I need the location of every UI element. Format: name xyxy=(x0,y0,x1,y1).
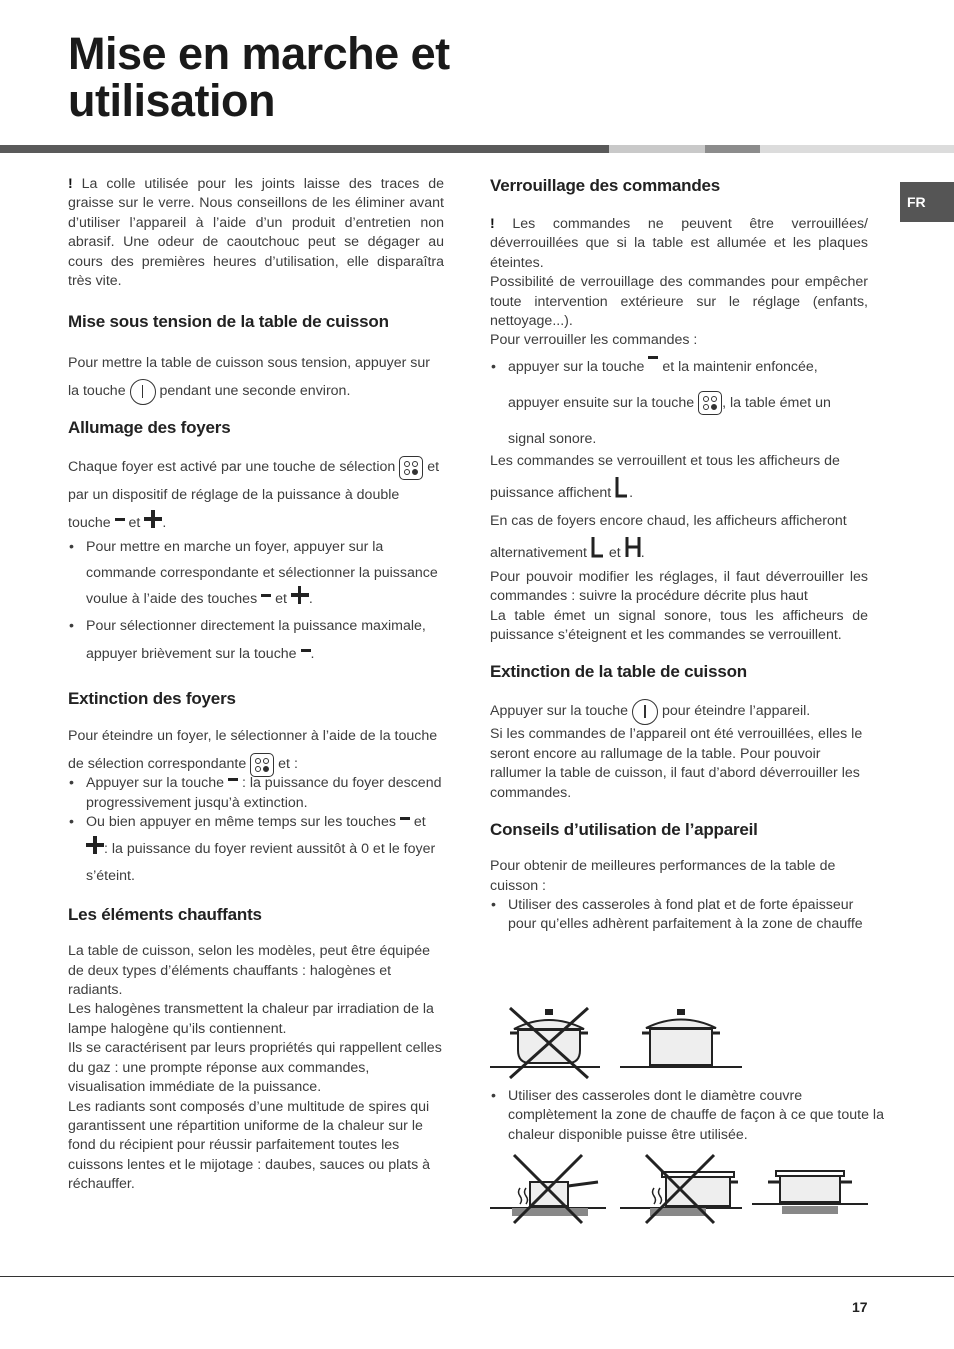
header-band-light xyxy=(609,145,705,153)
heading-elements: Les éléments chauffants xyxy=(68,905,262,925)
lock-p5-text: En cas de foyers encore chaud, les afficheurs afficheront alternativement xyxy=(490,512,847,561)
lock-p6: Pour pouvoir modifier les réglages, il faut déverrouiller les commandes : suivre la procédure décrite plus haut xyxy=(490,568,868,605)
title-line-2: utilisation xyxy=(68,75,275,126)
power-paragraph xyxy=(68,349,444,405)
segment-L-icon xyxy=(615,476,629,498)
ignition-bullet-2 xyxy=(68,612,444,668)
off-p1-b: pour éteindre l’appareil. xyxy=(661,703,811,720)
lock-b1-a: appuyer sur la touche xyxy=(508,358,645,375)
minus-icon xyxy=(400,817,410,820)
extinction-paragraph xyxy=(68,722,444,778)
lock-b1-b: et la maintenir enfoncée, xyxy=(662,358,818,375)
left-column xyxy=(68,175,444,1195)
header-band-mid xyxy=(705,145,760,153)
right-column xyxy=(490,175,868,935)
advice-bullet-1: • Utiliser des casseroles à fond plat et de forte épaisseur pour qu’elles adhèrent parfaitement à la zone de chauffe xyxy=(490,896,868,935)
power-icon xyxy=(632,699,658,725)
extinction-text-b: et : xyxy=(278,756,298,773)
heading-advice: Conseils d’utilisation de l’appareil xyxy=(490,820,758,840)
header-band-dark xyxy=(0,145,609,153)
ignition-b2-text: Pour sélectionner directement la puissance maximale, appuyer brièvement sur la touche xyxy=(86,618,426,663)
pot-off-center-wrong-figure xyxy=(620,1152,745,1227)
minus-icon xyxy=(115,518,125,521)
ignition-bullet-1 xyxy=(68,534,444,612)
extinction-b2-a: Ou bien appuyer en même temps sur les touches xyxy=(86,814,396,831)
minus-icon xyxy=(301,649,311,652)
extinction-text-a: Pour éteindre un foyer, le sélectionner à l’aide de la touche de sélection correspondante xyxy=(68,728,438,773)
advice-p1: Pour obtenir de meilleures performances de la table de cuisson : xyxy=(490,858,836,894)
lock-p5 xyxy=(490,506,868,568)
ignition-text-a: Chaque foyer est activé par une touche de sélection xyxy=(68,459,396,476)
pot-curved-bottom-wrong-figure xyxy=(490,1005,610,1080)
plus-icon xyxy=(144,510,162,528)
lock-p5-dot: . xyxy=(640,544,645,561)
power-icon xyxy=(130,379,156,405)
advice-bullet-2: • Utiliser des casseroles dont le diamètre couvre complètement la zone de chauffe de façon à ce que toute la chaleur disponible puisse être utilisée. xyxy=(490,1087,886,1145)
segment-L-icon xyxy=(591,536,605,558)
minus-icon xyxy=(228,778,238,781)
footer-rule xyxy=(0,1276,954,1277)
heading-power: Mise sous tension de la table de cuisson xyxy=(68,312,389,332)
lock-p1-text: Les commandes ne peuvent être verrouillées/ déverrouillées que si la table est allumée et les plaques éteintes. xyxy=(490,216,868,271)
lock-bullet xyxy=(490,349,868,457)
heading-extinction: Extinction des foyers xyxy=(68,689,236,709)
elements-p2: Les halogènes transmettent la chaleur par irradiation de la lampe halogène qu’ils contiennent. xyxy=(68,1001,434,1037)
page-title xyxy=(68,30,450,124)
lock-p4-text: Les commandes se verrouillent et tous les afficheurs de puissance affichent xyxy=(490,452,840,501)
page-number: 17 xyxy=(852,1299,868,1315)
title-line-1: Mise en marche et xyxy=(68,28,450,79)
hob-selector-icon xyxy=(250,753,274,777)
lock-p3: Pour verrouiller les commandes : xyxy=(490,332,698,349)
ignition-dot: . xyxy=(162,515,167,532)
lock-p2: Possibilité de verrouillage des commandes pour empêcher toute intervention extérieure sur le réglage (enfants, nettoyage...). xyxy=(490,274,868,330)
lock-p1 xyxy=(490,215,868,273)
ignition-et: et xyxy=(128,515,141,532)
extinction-b2-et: et xyxy=(413,814,426,831)
off-p1 xyxy=(490,697,868,725)
lock-p4-dot: . xyxy=(629,484,634,501)
plus-icon xyxy=(291,586,309,604)
pot-flat-bottom-correct-figure xyxy=(620,1005,745,1070)
lock-p7: La table émet un signal sonore, tous les afficheurs de puissance s’éteignent et les commandes se verrouillent. xyxy=(490,607,868,644)
elements-p4: Les radiants sont composés d’une multitude de spires qui garantissent une répartition uniforme de la chaleur sur le fond du récipient pour réussir parfaitement toutes les cuissons lentes et le mijotage : daubes, sauces ou plats à réchauffer. xyxy=(68,1098,430,1193)
heading-off: Extinction de la table de cuisson xyxy=(490,662,747,682)
intro-text: La colle utilisée pour les joints laisse des traces de graisse sur le verre. Nous conseillons de les éliminer avant d’utiliser l’appareil à l’aide d’un produit d’entretien non abrasif. Une odeur de caoutchouc peut se dégager au cours des premières heures d’utilisation, elle disparaîtra très vite. xyxy=(68,176,445,290)
ignition-b1-dot: . xyxy=(308,591,313,608)
extinction-b1-a: Appuyer sur la touche xyxy=(86,775,225,792)
hob-selector-icon xyxy=(698,391,722,415)
lock-b1-c: appuyer ensuite sur la touche xyxy=(508,394,695,411)
plus-icon xyxy=(86,836,104,854)
language-tab: FR xyxy=(900,182,954,222)
minus-icon xyxy=(648,356,658,359)
lock-p5-et: et xyxy=(608,544,621,561)
intro-paragraph xyxy=(68,175,444,291)
extinction-b1-b: : la puissance du foyer descend progressivement jusqu’à extinction. xyxy=(86,775,442,811)
segment-H-icon xyxy=(625,536,641,558)
exclamation-icon: ! xyxy=(490,216,495,232)
power-text-b: pendant une seconde environ. xyxy=(159,383,351,400)
extinction-bullet-2 xyxy=(68,809,444,890)
header-band-light-end xyxy=(760,145,954,153)
lock-b1-d: , la table émet un signal sonore. xyxy=(508,394,831,447)
ignition-b2-dot: . xyxy=(310,646,315,663)
elements-p3: Ils se caractérisent par leurs propriétés qui rappellent celles du gaz : une prompte réponse aux commandes, visualisation immédiate de la puissance. xyxy=(68,1040,442,1096)
heading-ignition: Allumage des foyers xyxy=(68,418,231,438)
pot-too-small-wrong-figure xyxy=(490,1152,610,1227)
extinction-bullet-1 xyxy=(68,774,444,813)
power-text-a: Pour mettre la table de cuisson sous tension, appuyer sur la touche xyxy=(68,355,430,400)
minus-icon xyxy=(261,594,271,597)
ignition-text-b: et par un dispositif de réglage de la puissance à double touche xyxy=(68,459,440,532)
pot-right-size-correct-figure xyxy=(752,1152,870,1218)
extinction-b2-b: : la puissance du foyer revient aussitôt à 0 et le foyer s’éteint. xyxy=(86,841,436,885)
exclamation-icon: ! xyxy=(68,176,73,192)
ignition-b1-et: et xyxy=(275,591,287,608)
elements-p1: La table de cuisson, selon les modèles, peut être équipée de deux types d’éléments chauffants : halogènes et radiants. xyxy=(68,943,431,999)
heading-lock: Verrouillage des commandes xyxy=(490,176,721,195)
off-p2: Si les commandes de l’appareil ont été verrouillées, elles le seront encore au rallumage de la table. Pour pouvoir rallumer la table de cuisson, il faut d’abord déverrouiller les commandes. xyxy=(490,726,863,801)
off-p1-a: Appuyer sur la touche xyxy=(490,703,629,720)
ignition-b1-text: Pour mettre en marche un foyer, appuyer sur la commande correspondante et sélectionner la puissance voulue à l’aide des touches xyxy=(86,539,438,608)
ignition-paragraph xyxy=(68,453,444,537)
hob-selector-icon xyxy=(399,456,423,480)
